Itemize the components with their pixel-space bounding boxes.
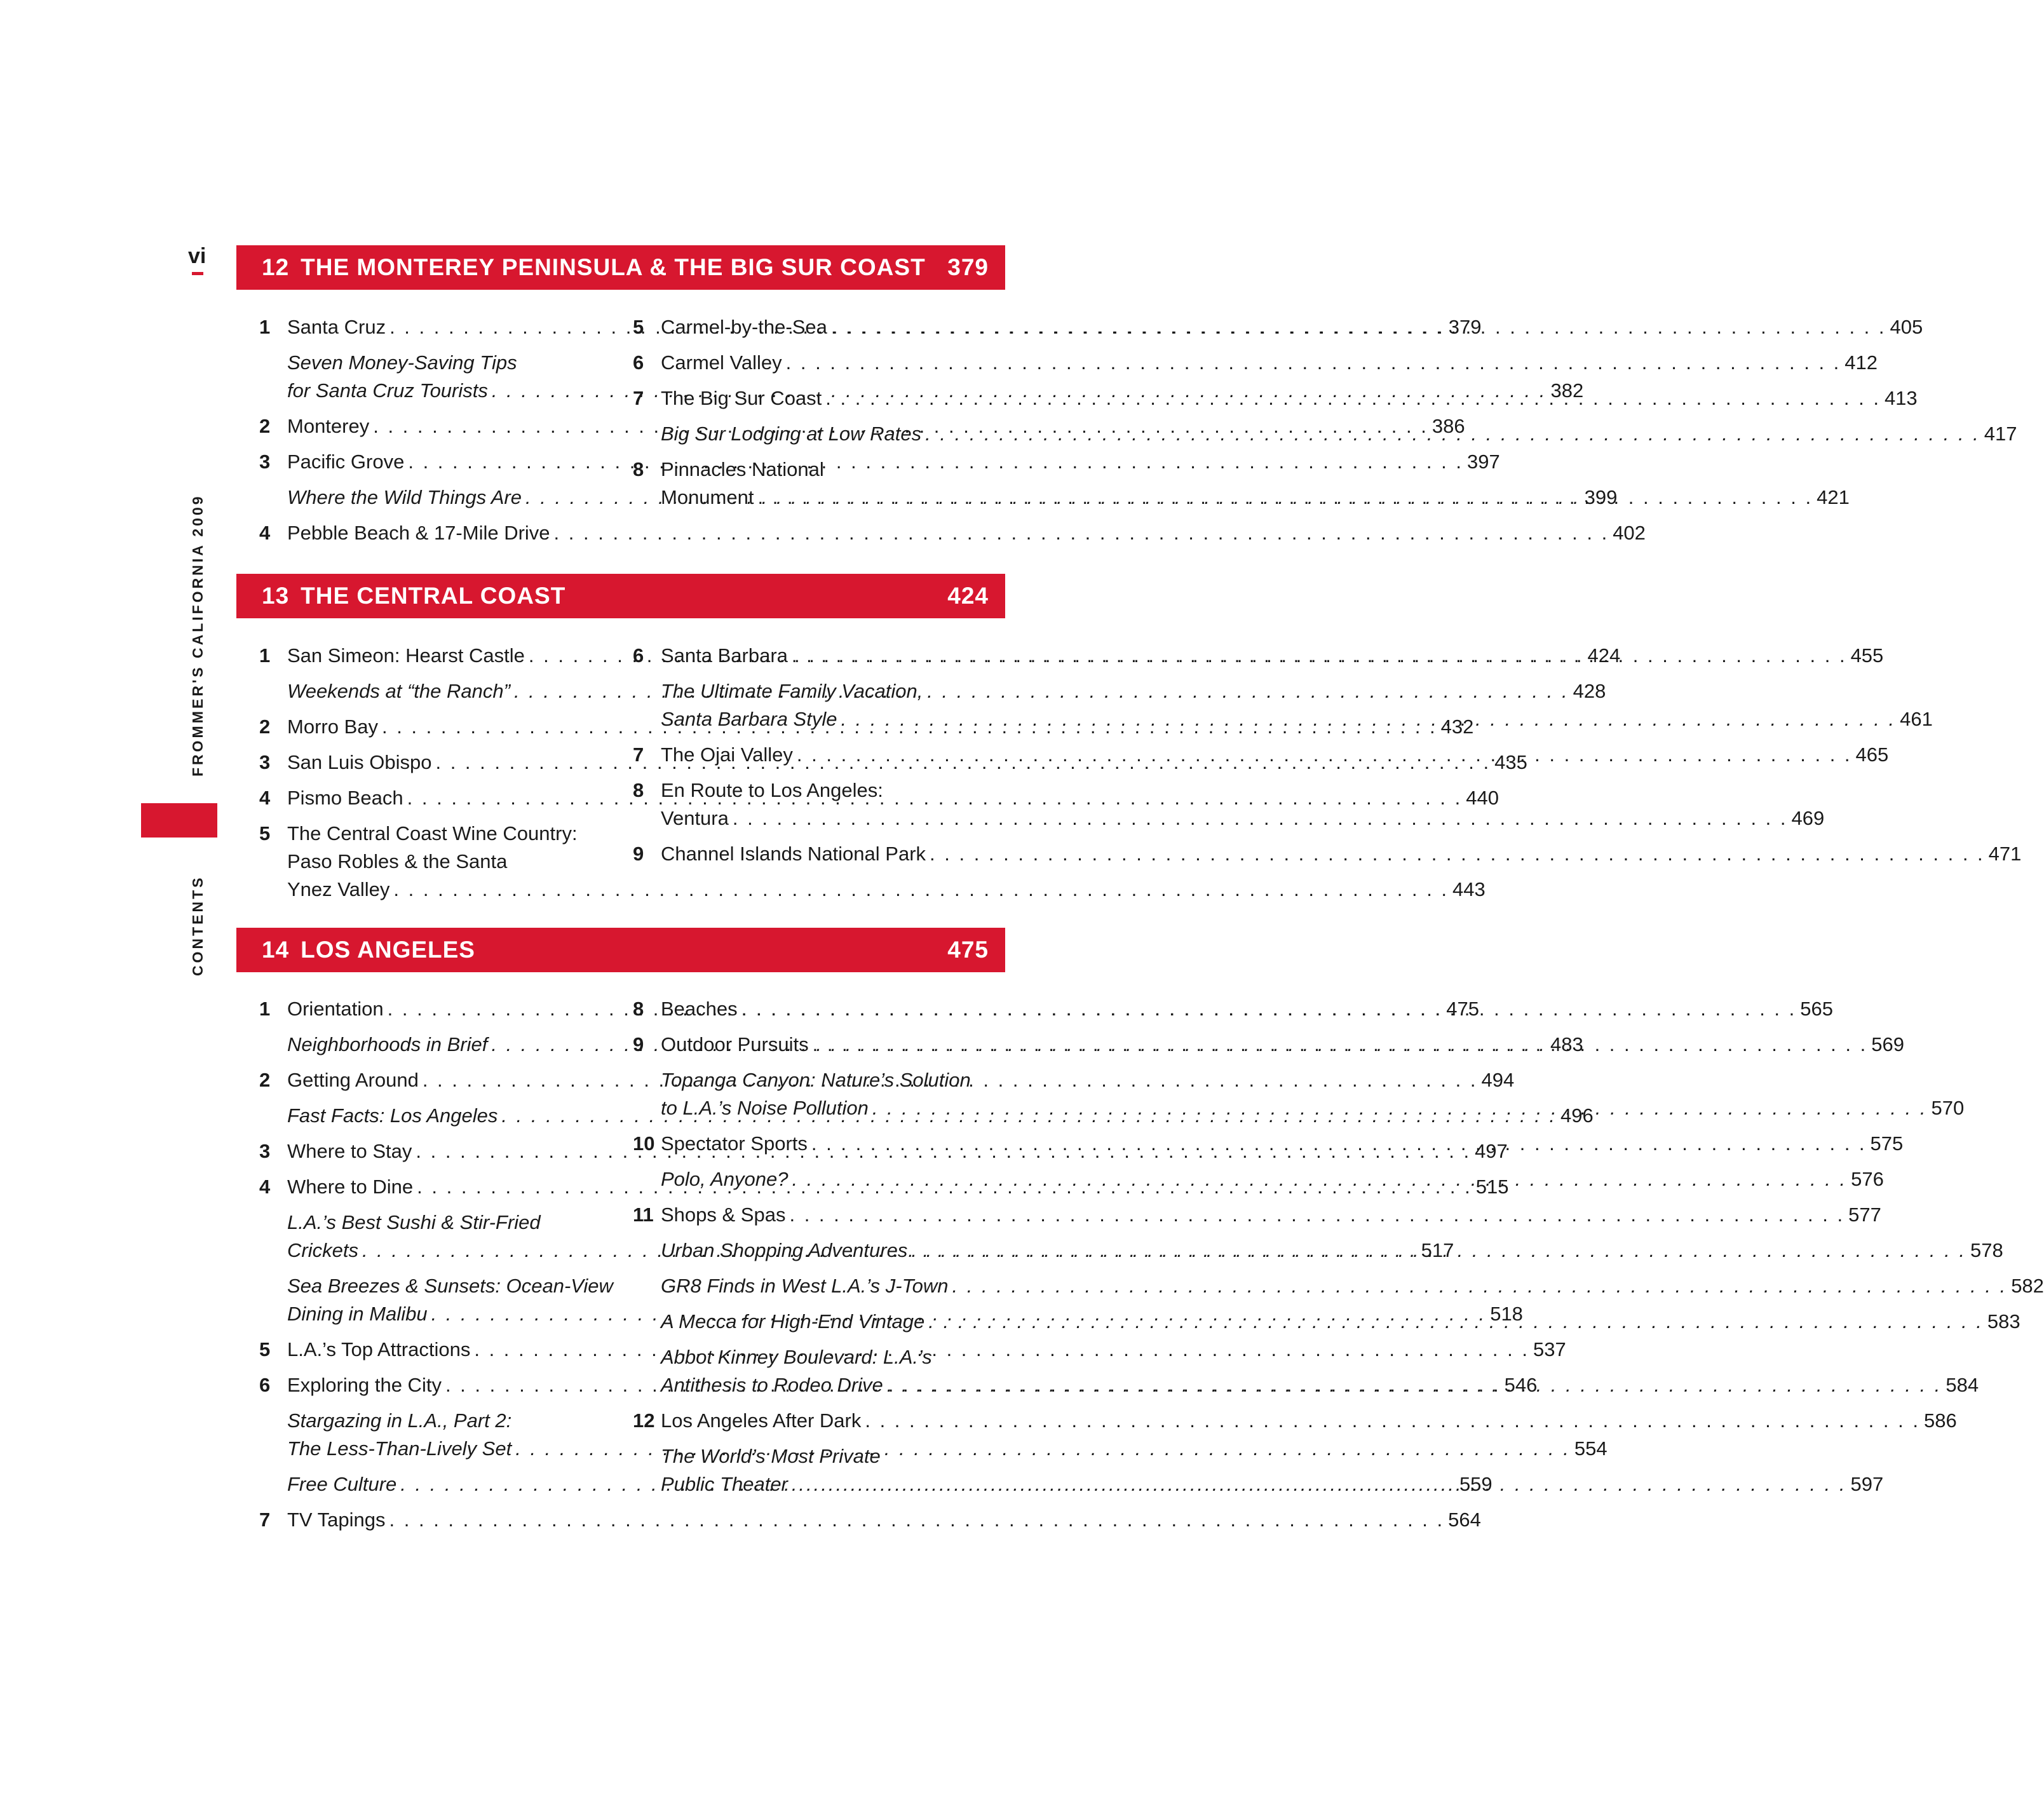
sub-entry-page: 583 — [1987, 1310, 2020, 1333]
entry-text: Carmel-by-the-Sea — [661, 316, 827, 338]
entry-text: Ventura — [661, 807, 729, 829]
chapter-page: 475 — [947, 937, 989, 963]
sub-entry-text: Topanga Canyon: Nature’s Solution — [661, 1069, 971, 1091]
sub-entry-page: 576 — [1851, 1168, 1884, 1190]
dot-leader — [841, 705, 1896, 733]
entry-body — [661, 456, 1850, 512]
dot-leader — [811, 1130, 1867, 1158]
entry-text: Pacific Grove — [287, 451, 405, 473]
entry-text: Pebble Beach & 17-Mile Drive — [287, 522, 550, 544]
entry-page: 421 — [1817, 486, 1850, 508]
entry-text: Pinnacles National — [661, 458, 824, 480]
sub-entry-page: 584 — [1946, 1374, 1979, 1396]
entry-number: 6 — [633, 351, 644, 374]
entry-number: 9 — [633, 1033, 644, 1055]
toc-entry[interactable] — [633, 1407, 1957, 1435]
entry-text: Beaches — [661, 998, 738, 1020]
entry-number: 1 — [259, 644, 271, 667]
sub-entry-text: The Ultimate Family Vacation, — [661, 680, 923, 702]
entry-number: 6 — [633, 644, 644, 667]
sub-entry-page: 554 — [1574, 1437, 1607, 1460]
toc-sub-entry[interactable] — [633, 1272, 2044, 1300]
sub-entry-text: Crickets — [287, 1239, 358, 1261]
sub-entry-line — [661, 677, 1005, 705]
dot-leader — [792, 1165, 1848, 1193]
entry-line — [287, 519, 1646, 547]
entry-text: Shops & Spas — [661, 1204, 786, 1226]
entry-page: 402 — [1613, 522, 1646, 544]
entry-line — [661, 1201, 1881, 1229]
sub-entry-text: Stargazing in L.A., Part 2: — [287, 1409, 512, 1432]
entry-page: 412 — [1844, 351, 1878, 374]
entry-text: The Big Sur Coast — [661, 387, 822, 409]
entry-line — [661, 484, 1850, 512]
chapter-title: LOS ANGELES — [301, 937, 475, 963]
entry-text: The Ojai Valley — [661, 743, 793, 766]
toc-entry[interactable] — [259, 519, 1646, 547]
dot-leader — [797, 741, 1852, 769]
entry-page: 494 — [1481, 1069, 1515, 1091]
sub-entry-text: Polo, Anyone? — [661, 1168, 788, 1190]
dot-leader — [393, 876, 1449, 904]
dot-leader — [887, 1371, 1942, 1399]
entry-text: En Route to Los Angeles: — [661, 779, 883, 801]
entry-number: 7 — [633, 387, 644, 409]
entry-text: Getting Around — [287, 1069, 419, 1091]
entry-page: 435 — [1494, 751, 1527, 773]
entry-line — [661, 1130, 1903, 1158]
entry-page: 586 — [1923, 1409, 1957, 1432]
entry-page: 575 — [1870, 1132, 1904, 1155]
entry-body — [661, 642, 1883, 670]
sub-entry-line — [287, 1209, 631, 1237]
dot-leader — [928, 1308, 1984, 1336]
dot-leader — [952, 1272, 2008, 1300]
entry-number: 1 — [259, 998, 271, 1020]
sub-entry-page: 559 — [1459, 1473, 1492, 1495]
entry-text: Where to Dine — [287, 1176, 414, 1198]
dot-leader — [831, 313, 1886, 341]
entry-text: Where to Stay — [287, 1140, 412, 1162]
sub-entry-text: Sea Breezes & Sunsets: Ocean-View — [287, 1275, 613, 1297]
entry-page: 443 — [1452, 878, 1486, 900]
entry-line — [661, 313, 1923, 341]
sub-entry-line — [287, 1407, 631, 1435]
dot-leader — [389, 1506, 1445, 1534]
entry-page: 471 — [1988, 843, 2022, 865]
entry-number: 12 — [633, 1409, 655, 1432]
entry-text: Monterey — [287, 415, 370, 437]
entry-number: 4 — [259, 522, 271, 544]
entry-text: The Central Coast Wine Country: — [287, 822, 578, 844]
entry-number: 3 — [259, 1140, 271, 1162]
sub-entry-text: Seven Money-Saving Tips — [287, 351, 517, 374]
toc-entry[interactable] — [259, 1506, 1481, 1534]
section-label: CONTENTS — [189, 875, 206, 976]
entry-body — [661, 384, 1918, 412]
sub-entry-text: A Mecca for High-End Vintage — [661, 1310, 925, 1333]
entry-text: San Luis Obispo — [287, 751, 432, 773]
sub-entry-text: GR8 Finds in West L.A.’s J-Town — [661, 1275, 949, 1297]
entry-number: 4 — [259, 787, 271, 809]
dot-leader — [930, 840, 1985, 868]
entry-number: 7 — [633, 743, 644, 766]
entry-number: 11 — [633, 1204, 654, 1226]
entry-line — [661, 777, 1824, 804]
sub-entry-text: The Less-Than-Lively Set — [287, 1437, 512, 1460]
dot-leader — [757, 484, 1813, 512]
chapter-title: THE CENTRAL COAST — [301, 583, 566, 609]
sub-entry-line — [661, 1442, 1005, 1470]
entry-line — [287, 1506, 1481, 1534]
entry-number: 8 — [633, 779, 644, 801]
entry-number: 10 — [633, 1132, 655, 1155]
entry-page: 469 — [1791, 807, 1825, 829]
sub-entry-text: for Santa Cruz Tourists — [287, 379, 488, 402]
entry-page: 424 — [1587, 644, 1621, 667]
entry-page: 546 — [1504, 1374, 1538, 1396]
entry-page: 413 — [1884, 387, 1918, 409]
sub-entry-page: 417 — [1984, 423, 2017, 445]
dot-leader — [813, 1031, 1868, 1059]
entry-page: 497 — [1475, 1140, 1508, 1162]
entry-page: 537 — [1533, 1338, 1566, 1360]
sub-entry-page: 483 — [1550, 1033, 1583, 1055]
dot-leader — [733, 804, 1788, 832]
entry-body — [661, 1031, 1904, 1059]
entry-body — [287, 1506, 1481, 1534]
entry-text: Ynez Valley — [287, 878, 390, 900]
sub-entry-text: Antithesis to Rodeo Drive — [661, 1374, 883, 1396]
sub-entry-page: 399 — [1584, 486, 1618, 508]
sub-entry-page: 578 — [1970, 1239, 2003, 1261]
entry-number: 5 — [259, 822, 271, 844]
dot-leader — [741, 995, 1797, 1023]
dot-leader — [925, 420, 1980, 448]
entry-page: 432 — [1440, 716, 1474, 738]
sub-entry-page: 582 — [2011, 1275, 2044, 1297]
sub-entry-text: Fast Facts: Los Angeles — [287, 1104, 498, 1127]
entry-body — [661, 1130, 1903, 1158]
sub-entry-text: to L.A.’s Noise Pollution — [661, 1097, 869, 1119]
entry-text: Outdoor Pursuits — [661, 1033, 809, 1055]
entry-page: 386 — [1431, 415, 1465, 437]
sub-entry-text: Free Culture — [287, 1473, 397, 1495]
entry-page: 564 — [1448, 1509, 1481, 1531]
dot-leader — [792, 1470, 1847, 1498]
entry-text: Santa Cruz — [287, 316, 386, 338]
sub-entry-line — [287, 1272, 631, 1300]
entry-page: 405 — [1890, 316, 1923, 338]
entry-body — [661, 1201, 1881, 1229]
page-number-underline — [192, 272, 203, 275]
entry-page: 397 — [1466, 451, 1500, 473]
entry-body — [661, 349, 1878, 377]
sub-entry-text: L.A.’s Best Sushi & Stir-Fried — [287, 1211, 541, 1233]
entry-line — [661, 456, 1850, 484]
sub-entry-text: Neighborhoods in Brief — [287, 1033, 488, 1055]
entry-number: 3 — [259, 451, 271, 473]
sub-entry-text: Where the Wild Things Are — [287, 486, 522, 508]
dot-leader — [789, 1201, 1844, 1229]
running-title: FROMMER'S CALIFORNIA 2009 — [189, 494, 206, 777]
page-number — [188, 244, 206, 269]
entry-text: Santa Barbara — [661, 644, 788, 667]
chapter-number: 13 — [262, 583, 290, 609]
entry-page: 440 — [1466, 787, 1499, 809]
entry-line — [661, 1407, 1957, 1435]
entry-body — [661, 313, 1923, 341]
sub-entry-text: Urban Shopping Adventures — [661, 1239, 908, 1261]
dot-leader — [792, 642, 1847, 670]
entry-text: TV Tapings — [287, 1509, 386, 1531]
dot-leader — [872, 1094, 1928, 1122]
entry-line — [661, 349, 1878, 377]
chapter-page: 424 — [947, 583, 989, 609]
dot-leader — [786, 349, 1841, 377]
chapter-page: 379 — [947, 254, 989, 280]
sub-entry-page: 517 — [1421, 1239, 1454, 1261]
entry-number: 2 — [259, 415, 271, 437]
toc-entry[interactable] — [633, 349, 1878, 377]
entry-page: 565 — [1800, 998, 1834, 1020]
chapter-header[interactable] — [236, 928, 1005, 972]
entry-line — [287, 876, 1486, 904]
sub-entry-line — [661, 1272, 2044, 1300]
entry-number: 7 — [259, 1509, 271, 1531]
entry-text: San Simeon: Hearst Castle — [287, 644, 525, 667]
entry-text: Orientation — [287, 998, 384, 1020]
toc-entry[interactable] — [633, 1201, 1881, 1229]
entry-line — [661, 1031, 1904, 1059]
dot-leader — [911, 1237, 1966, 1265]
entry-text: Paso Robles & the Santa — [287, 850, 508, 872]
entry-text: Exploring the City — [287, 1374, 442, 1396]
dot-leader — [865, 1407, 1920, 1435]
entry-line — [661, 384, 1918, 412]
dot-leader — [554, 519, 1609, 547]
sub-entry-page: 382 — [1550, 379, 1584, 402]
entry-body — [661, 741, 1888, 769]
entry-body — [287, 519, 1646, 547]
entry-text: Carmel Valley — [661, 351, 782, 374]
entry-line — [661, 741, 1888, 769]
sub-entry-line — [287, 349, 631, 377]
entry-line — [661, 995, 1833, 1023]
entry-number: 8 — [633, 458, 644, 480]
sub-entry-text: Dining in Malibu — [287, 1303, 428, 1325]
chapter-header[interactable] — [236, 245, 1005, 290]
entry-text: Morro Bay — [287, 716, 378, 738]
entry-page: 577 — [1848, 1204, 1881, 1226]
sub-entry-line — [661, 1066, 1005, 1094]
chapter-header[interactable] — [236, 574, 1005, 618]
page-number-text: vi — [188, 244, 206, 268]
entry-number: 4 — [259, 1176, 271, 1198]
entry-line — [661, 642, 1883, 670]
entry-text: Spectator Sports — [661, 1132, 808, 1155]
chapter-number: 12 — [262, 254, 290, 280]
entry-text: L.A.’s Top Attractions — [287, 1338, 471, 1360]
dot-leader — [825, 384, 1881, 412]
entry-body — [661, 1407, 1957, 1435]
section-tab-marker — [141, 803, 217, 838]
entry-number: 8 — [633, 998, 644, 1020]
entry-text: Los Angeles After Dark — [661, 1409, 862, 1432]
sub-entry-text: Public Theater — [661, 1473, 788, 1495]
entry-number: 6 — [259, 1374, 271, 1396]
entry-line — [661, 804, 1824, 832]
entry-body — [661, 995, 1833, 1023]
entry-number: 1 — [259, 316, 271, 338]
sub-entry-page: 597 — [1850, 1473, 1884, 1495]
entry-number: 3 — [259, 751, 271, 773]
sub-entry-text: Big Sur Lodging at Low Rates — [661, 423, 922, 445]
sub-entry-page: 518 — [1490, 1303, 1523, 1325]
entry-text: Channel Islands National Park — [661, 843, 926, 865]
sub-entry-text: Weekends at “the Ranch” — [287, 680, 510, 702]
sub-entry-text: Santa Barbara Style — [661, 708, 837, 730]
entry-page: 465 — [1855, 743, 1889, 766]
toc-entry[interactable] — [633, 840, 2022, 868]
sub-entry-line — [661, 1343, 1005, 1371]
sub-entry-page: 570 — [1931, 1097, 1965, 1119]
sub-entry-page: 496 — [1560, 1104, 1594, 1127]
entry-page: 475 — [1446, 998, 1480, 1020]
entry-text: Monument — [661, 486, 754, 508]
entry-number: 2 — [259, 716, 271, 738]
entry-text: Pismo Beach — [287, 787, 403, 809]
entry-page: 455 — [1850, 644, 1884, 667]
entry-number: 9 — [633, 843, 644, 865]
entry-number: 5 — [259, 1338, 271, 1360]
entry-page: 379 — [1448, 316, 1482, 338]
chapter-title: THE MONTEREY PENINSULA & THE BIG SUR COAST — [301, 254, 926, 280]
entry-number: 2 — [259, 1069, 271, 1091]
entry-number: 5 — [633, 316, 644, 338]
entry-page: 569 — [1871, 1033, 1904, 1055]
entry-body — [661, 840, 2021, 868]
entry-page: 515 — [1475, 1176, 1509, 1198]
entry-line — [661, 840, 2021, 868]
sub-entry-page: 461 — [1900, 708, 1933, 730]
sub-entry-text: The World’s Most Private — [661, 1445, 881, 1467]
entry-body — [661, 777, 1824, 832]
sub-entry-text: Abbot Kinney Boulevard: L.A.’s — [661, 1346, 932, 1368]
sub-entry-page: 428 — [1573, 680, 1606, 702]
chapter-number: 14 — [262, 937, 290, 963]
